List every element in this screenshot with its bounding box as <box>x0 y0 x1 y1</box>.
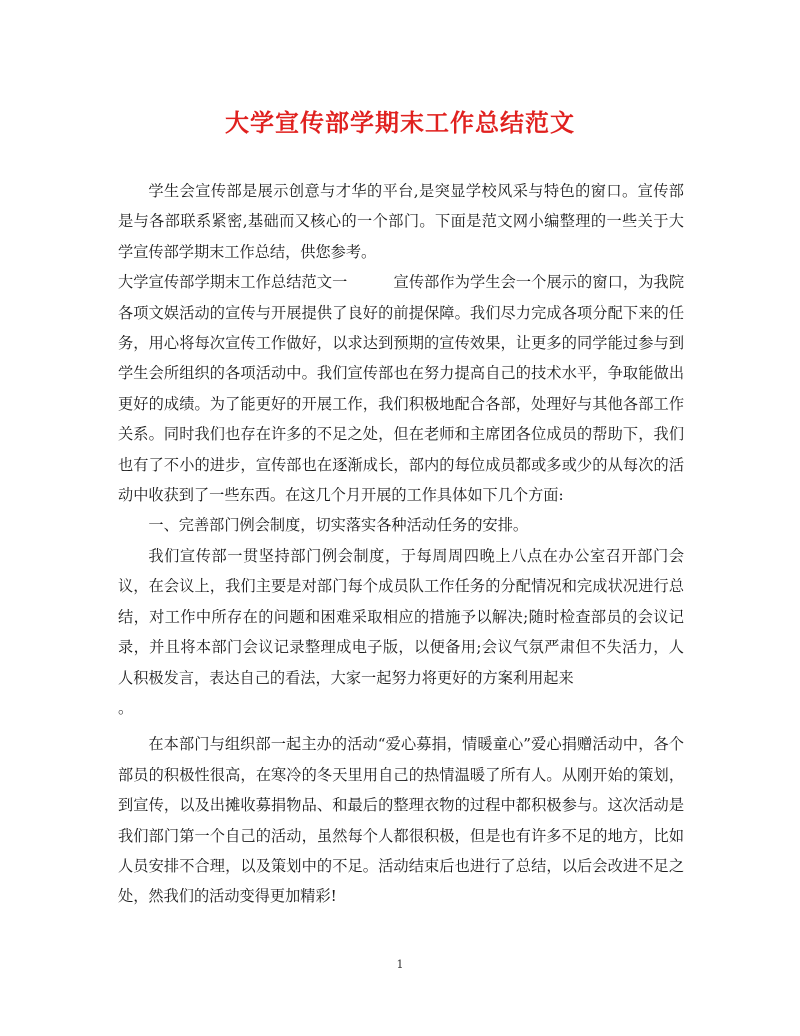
document-title: 大学宣传部学期末工作总结范文 <box>225 108 575 137</box>
charity-paragraph: 在本部门与组织部一起主办的活动“爱心募捐，情暖童心”爱心捐赠活动中，各个部员的积极性很高，在寒冷的冬天里用自己的热情温暖了所有人。从刚开始的策划，到宣传，以及出摊收募捐物品、和最后的整理衣物的过程中都积极参与。这次活动是我们部门第一个自己的活动，虽然每个人都很积极，但是也有许多不足的地方，比如人员安排不合理，以及策划中的不足。活动结束后也进行了总结，以后会改进不足之处，然我们的活动变得更加精彩! <box>118 735 684 906</box>
point-one-heading: 一、完善部门例会制度，切实落实各种活动任务的安排。 <box>148 516 529 535</box>
intro-paragraph: 学生会宣传部是展示创意与才华的平台,是突显学校风采与特色的窗口。宣传部是与各部联系紧密,基础而又核心的一个部门。下面是范文网小编整理的一些关于大学宣传部学期末工作总结，供您参考。 <box>118 182 684 261</box>
meeting-paragraph <box>118 541 684 723</box>
section-paragraph <box>118 267 684 510</box>
meeting-text: 我们宣传部一贯坚持部门例会制度，于每周周四晚上八点在办公室召开部门会议，在会议上，我们主要是对部门每个成员队工作任务的分配情况和完成状况进行总结，对工作中所存在的问题和困难采取相应的措施予以解决;随时检查部员的会议记录，并且将本部门会议记录整理成电子版，以便备用;会议气氛严肃但不失活力，人人积极发言，表达自己的看法，大家一起努力将更好的方案利用起来 <box>118 546 684 687</box>
document-body <box>118 176 684 912</box>
page-number: 1 <box>396 958 404 971</box>
section-body: 宣传部作为学生会一个展示的窗口，为我院各项文娱活动的宣传与开展提供了良好的前提保障。我们尽力完成各项分配下来的任务，用心将每次宣传工作做好，以求达到预期的宣传效果，让更多的同学能过参与到学生会所组织的各项活动中。我们宣传部也在努力提高自己的技术水平，争取能做出更好的成绩。为了能更好的开展工作，我们积极地配合各部，处理好与其他各部工作关系。同时我们也存在许多的不足之处，但在老师和主席团各位成员的帮助下，我们也有了不小的进步，宣传部也在逐渐成长，部内的每位成员都或多或少的从每次的活动中收获到了一些东西。在这几个月开展的工作具体如下几个方面: <box>118 273 685 505</box>
section-title: 大学宣传部学期末工作总结范文一 <box>118 273 348 292</box>
meeting-end-mark: 。 <box>118 698 134 717</box>
